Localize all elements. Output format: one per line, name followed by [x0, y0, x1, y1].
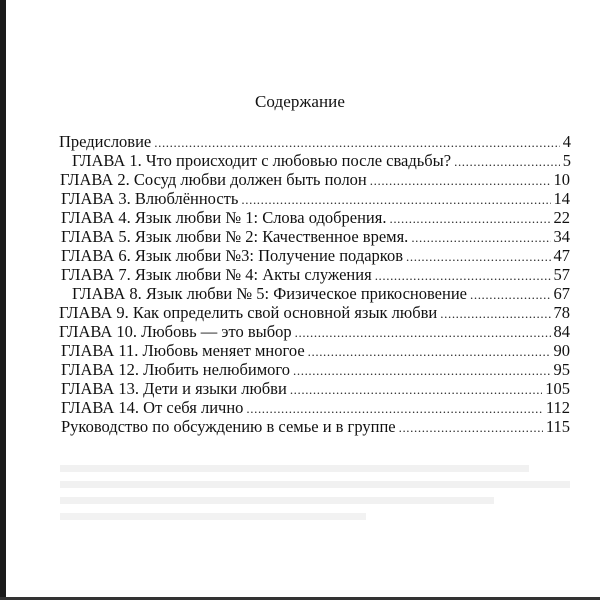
toc-entry-page: 4 — [562, 132, 571, 151]
toc-entry-title: ГЛАВА 6. Язык любви №3: Получение подарков — [61, 246, 404, 265]
page-edge-shadow — [0, 0, 6, 600]
toc-entry-title: ГЛАВА 3. Влюблённость — [61, 189, 239, 208]
toc-entry-title: ГЛАВА 1. Что происходит с любовью после свадьбы? — [72, 151, 452, 170]
toc-entry — [61, 227, 570, 246]
toc-entry — [59, 132, 571, 151]
toc-entry — [60, 170, 570, 189]
toc-entry — [61, 246, 570, 265]
reverse-side-show-through — [60, 465, 570, 535]
toc-leader-dots — [295, 323, 551, 342]
toc-entry-title: ГЛАВА 12. Любить нелюбимого — [61, 360, 291, 379]
toc-leader-dots — [454, 152, 560, 171]
toc-entry-title: Предисловие — [59, 132, 152, 151]
toc-leader-dots — [154, 133, 560, 152]
toc-entry-title: ГЛАВА 11. Любовь меняет многое — [61, 341, 305, 360]
toc-entry — [59, 322, 570, 341]
toc-entry-page: 84 — [553, 322, 570, 341]
toc-leader-dots — [241, 190, 550, 209]
toc-entry — [61, 208, 570, 227]
toc-entry — [59, 303, 570, 322]
toc-entry-page: 14 — [553, 189, 570, 208]
toc-entry-title: ГЛАВА 5. Язык любви № 2: Качественное время. — [61, 227, 409, 246]
toc-leader-dots — [411, 228, 550, 247]
toc-leader-dots — [290, 380, 542, 399]
toc-entry — [61, 265, 570, 284]
toc-entry — [72, 151, 571, 170]
toc-entry-page: 78 — [553, 303, 570, 322]
toc-entry-title: Руководство по обсуждению в семье и в группе — [61, 417, 396, 436]
toc-entry-page: 34 — [553, 227, 570, 246]
toc-entry-page: 57 — [553, 265, 570, 284]
toc-entry-page: 115 — [545, 417, 570, 436]
toc-leader-dots — [308, 342, 551, 361]
toc-entry-page: 112 — [545, 398, 570, 417]
toc-entry — [61, 379, 570, 398]
page-title: Содержание — [254, 92, 346, 111]
toc-entry-title: ГЛАВА 7. Язык любви № 4: Акты служения — [61, 265, 372, 284]
toc-entry-title: ГЛАВА 9. Как определить свой основной язык любви — [59, 303, 438, 322]
toc-entry — [61, 341, 570, 360]
toc-entry-page: 95 — [553, 360, 570, 379]
toc-entry-page: 67 — [553, 284, 570, 303]
toc-leader-dots — [246, 399, 542, 418]
toc-leader-dots — [293, 361, 550, 380]
toc-entry-title: ГЛАВА 2. Сосуд любви должен быть полон — [60, 170, 367, 189]
toc-entry-page: 5 — [562, 151, 571, 170]
toc-entry-title: ГЛАВА 4. Язык любви № 1: Слова одобрения. — [61, 208, 387, 227]
toc-leader-dots — [370, 171, 551, 190]
toc-entry-title: ГЛАВА 10. Любовь — это выбор — [59, 322, 292, 341]
toc-entry — [61, 189, 570, 208]
toc-leader-dots — [375, 266, 551, 285]
toc-leader-dots — [470, 285, 551, 304]
toc-entry-title: ГЛАВА 14. От себя лично — [61, 398, 244, 417]
toc-entry-page: 90 — [553, 341, 570, 360]
toc-leader-dots — [406, 247, 550, 266]
toc-entry-page: 105 — [545, 379, 570, 398]
toc-leader-dots — [440, 304, 550, 323]
toc-entry — [61, 417, 570, 436]
toc-entry — [61, 398, 570, 417]
toc-leader-dots — [389, 209, 550, 228]
toc-leader-dots — [399, 418, 543, 437]
toc-entry-page: 22 — [553, 208, 570, 227]
toc-entry-page: 47 — [553, 246, 570, 265]
toc-entry-title: ГЛАВА 13. Дети и языки любви — [61, 379, 287, 398]
toc-entry — [61, 360, 570, 379]
toc-entry-title: ГЛАВА 8. Язык любви № 5: Физическое прикосновение — [72, 284, 467, 303]
toc-entry — [72, 284, 570, 303]
toc-entry-page: 10 — [553, 170, 570, 189]
